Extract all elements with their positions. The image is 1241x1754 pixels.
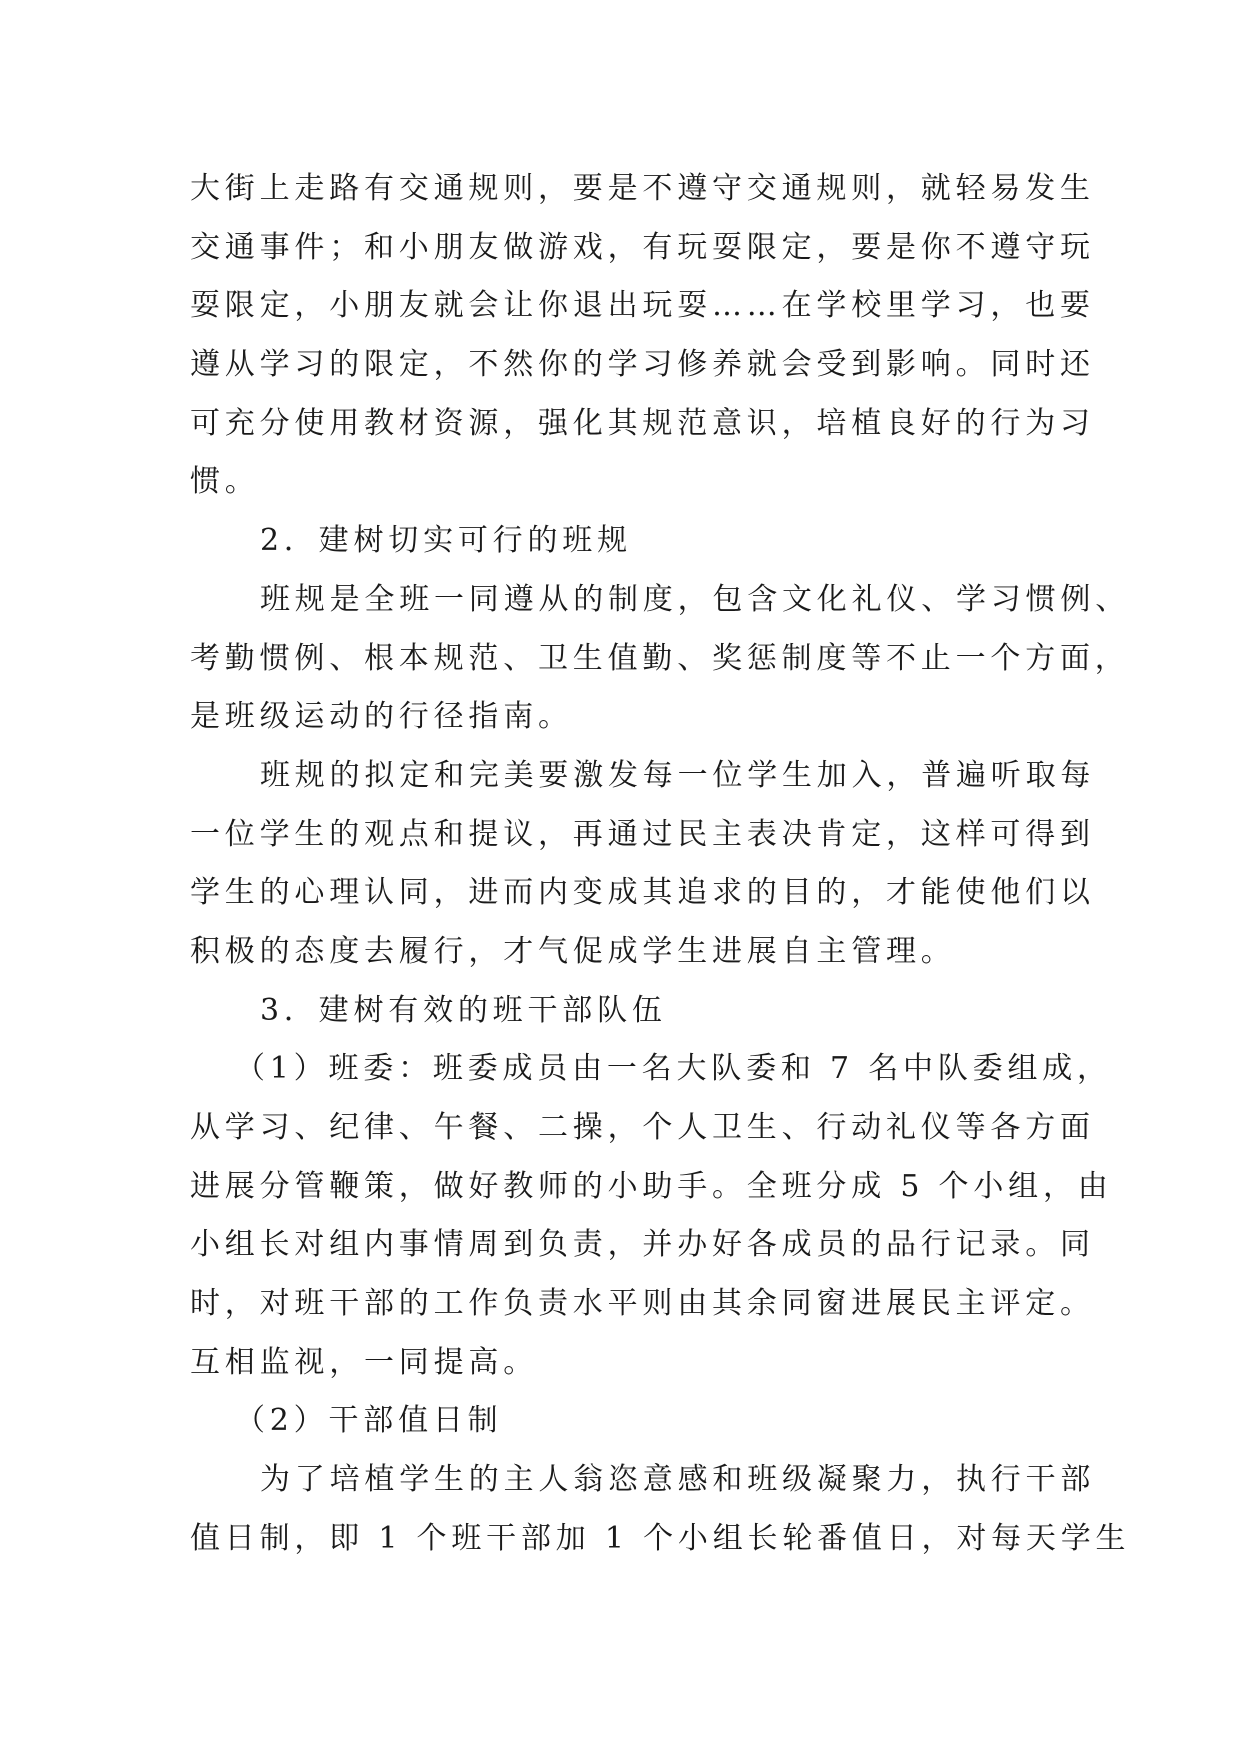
paragraph-line: 进展分管鞭策，做好教师的小助手。全班分成 5 个小组，由 (190, 1168, 1113, 1204)
paragraph-line: 为了培植学生的主人翁恣意感和班级凝聚力，执行干部 (260, 1462, 1096, 1498)
paragraph-line: 耍限定，小朋友就会让你退出玩耍……在学校里学习，也要 (190, 288, 1095, 324)
paragraph-line: 积极的态度去履行，才气促成学生进展自主管理。 (190, 933, 956, 969)
subsection-heading: （2）干部值日制 (235, 1403, 503, 1439)
paragraph-line: 一位学生的观点和提议，再通过民主表决肯定，这样可得到 (190, 816, 1095, 852)
paragraph-line: 小组长对组内事情周到负责，并办好各成员的品行记录。同 (190, 1227, 1095, 1263)
paragraph-line: 班规是全班一同遵从的制度，包含文化礼仪、学习惯例、 (260, 581, 1130, 617)
paragraph-line: 交通事件；和小朋友做游戏，有玩耍限定，要是你不遵守玩 (190, 229, 1095, 265)
paragraph-line: 遵从学习的限定，不然你的学习修养就会受到影响。同时还 (190, 347, 1095, 383)
paragraph-line: 互相监视，一同提高。 (190, 1344, 538, 1380)
paragraph-line: 学生的心理认同，进而内变成其追求的目的，才能使他们以 (190, 875, 1095, 911)
paragraph-line: 惯。 (190, 464, 260, 500)
paragraph-line: 是班级运动的行径指南。 (190, 699, 573, 735)
paragraph-line: 可充分使用教材资源，强化其规范意识，培植良好的行为习 (190, 405, 1095, 441)
document-body (190, 160, 1131, 1569)
section-heading: 3．建树有效的班干部队伍 (260, 992, 667, 1028)
paragraph-line: 时，对班干部的工作负责水平则由其余同窗进展民主评定。 (190, 1286, 1095, 1322)
paragraph-line: 大街上走路有交通规则，要是不遵守交通规则，就轻易发生 (190, 171, 1095, 206)
subsection-line: （1）班委：班委成员由一名大队委和 7 名中队委组成， (235, 1051, 1112, 1087)
paragraph-line: 考勤惯例、根本规范、卫生值勤、奖惩制度等不止一个方面， (190, 640, 1130, 676)
paragraph-line: 从学习、纪律、午餐、二操，个人卫生、行动礼仪等各方面 (190, 1110, 1095, 1145)
paragraph-line: 班规的拟定和完美要激发每一位学生加入，普遍听取每 (260, 757, 1096, 793)
section-heading: 2．建树切实可行的班规 (260, 523, 632, 559)
paragraph-line: 值日制，即 1 个班干部加 1 个小组长轮番值日，对每天学生 (190, 1520, 1131, 1556)
